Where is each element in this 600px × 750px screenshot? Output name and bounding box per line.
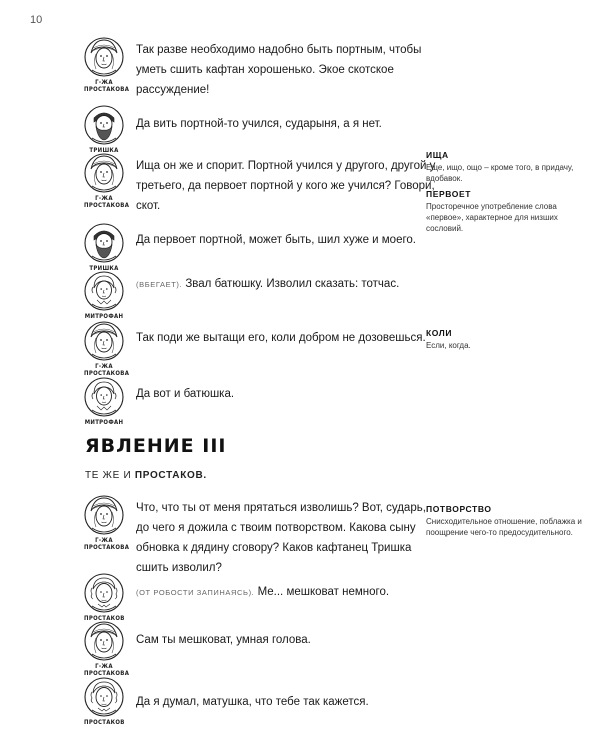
stage-direction: (ВБЕГАЕТ). xyxy=(136,280,183,289)
speaker-name: ТРИШКА xyxy=(89,265,119,272)
speaker-name: МИТРОФАН xyxy=(84,419,124,426)
prostakova-portrait-icon xyxy=(84,620,124,662)
speaker-portrait xyxy=(84,494,130,551)
speaker-portrait xyxy=(84,676,124,726)
speaker-name: Г-ЖА ПРОСТАКОВА xyxy=(84,195,130,209)
speaker-name: Г-ЖА ПРОСТАКОВА xyxy=(84,537,130,551)
stage-direction: (ОТ РОБОСТИ ЗАПИНАЯСЬ). xyxy=(136,588,255,597)
speaker-name: ТРИШКА xyxy=(89,147,119,154)
speaker-name: Г-ЖА ПРОСТАКОВА xyxy=(84,663,130,677)
glossary-note xyxy=(426,328,586,356)
speaker-portrait xyxy=(84,270,124,320)
prostakova-portrait-icon xyxy=(84,320,124,362)
glossary-term: ИЩА xyxy=(426,150,449,160)
scene-cast: ТЕ ЖЕ И ПРОСТАКОВ. xyxy=(85,470,207,481)
speaker-name: МИТРОФАН xyxy=(84,313,124,320)
dialogue-line xyxy=(84,36,422,106)
speaker-portrait xyxy=(84,152,130,209)
glossary-note xyxy=(426,504,586,543)
line-text: Да первоет портной, может быть, шил хуже и моего. xyxy=(136,234,417,246)
glossary-note xyxy=(426,150,586,239)
glossary-term: ПОТВОРСТВО xyxy=(426,504,492,514)
trishka-portrait-icon xyxy=(84,222,124,264)
prostakov-portrait-icon xyxy=(84,572,124,614)
scene-heading: ЯВЛЕНИЕ III xyxy=(85,435,227,457)
mitrofan-portrait-icon xyxy=(84,376,124,418)
dialogue-line xyxy=(84,152,436,222)
glossary-definition: Если, когда. xyxy=(426,341,471,350)
dialogue-line xyxy=(84,676,414,746)
glossary-definition: Еще, ищо, ощо – кроме того, в придачу, вдобавок. xyxy=(426,163,574,183)
prostakov-portrait-icon xyxy=(84,676,124,718)
speaker-name: ПРОСТАКОВ xyxy=(84,719,125,726)
speaker-name: Г-ЖА ПРОСТАКОВА xyxy=(84,79,130,93)
line-text: Ища он же и спорит. Портной учился у другого, другой у третьего, да первоет портной у кого же учился? Говори, скот. xyxy=(136,160,436,212)
prostakova-portrait-icon xyxy=(84,152,124,194)
glossary-term: ПЕРВОЕТ xyxy=(426,189,472,199)
speaker-portrait xyxy=(84,104,124,154)
speaker-portrait xyxy=(84,36,130,93)
speaker-portrait xyxy=(84,320,130,377)
line-text: Да вить портной-то учился, сударыня, а я нет. xyxy=(136,118,382,130)
trishka-portrait-icon xyxy=(84,104,124,146)
speaker-portrait xyxy=(84,620,130,677)
line-text: Сам ты мешковат, умная голова. xyxy=(136,634,311,646)
line-text: (ВБЕГАЕТ). Звал батюшку. Изволил сказать: тотчас. xyxy=(136,278,400,290)
speaker-name: Г-ЖА ПРОСТАКОВА xyxy=(84,363,130,377)
line-text: Так разве необходимо надобно быть портным, чтобы уметь сшить кафтан хорошенько. Экое скотское рассуждение! xyxy=(136,44,422,96)
glossary-term: КОЛИ xyxy=(426,328,453,338)
prostakova-portrait-icon xyxy=(84,36,124,78)
line-text: (ОТ РОБОСТИ ЗАПИНАЯСЬ). Ме... мешковат немного. xyxy=(136,586,390,598)
page-number: 10 xyxy=(30,14,43,26)
speaker-portrait xyxy=(84,572,124,622)
prostakova-portrait-icon xyxy=(84,494,124,536)
line-text: Да я думал, матушка, что тебе так кажется. xyxy=(136,696,369,708)
speaker-portrait xyxy=(84,222,124,272)
mitrofan-portrait-icon xyxy=(84,270,124,312)
glossary-definition: Просторечное употребление слова «первое», характерное для низших сословий. xyxy=(426,202,558,233)
dialogue-line xyxy=(84,494,426,574)
line-text: Что, что ты от меня прятаться изволишь? Вот, сударь, до чего я дожила с твоим потворством. Какова сыну обновка к дядину сговору? Каков кафтанец Тришка сшить изволил? xyxy=(136,502,426,574)
speaker-name: ПРОСТАКОВ xyxy=(84,615,125,622)
glossary-definition: Снисходительное отношение, поблажка и поощрение чего-то предосудительного. xyxy=(426,517,582,537)
line-text: Да вот и батюшка. xyxy=(136,388,235,400)
speaker-portrait xyxy=(84,376,124,426)
line-text: Так поди же вытащи его, коли добром не дозовешься. xyxy=(136,332,426,344)
